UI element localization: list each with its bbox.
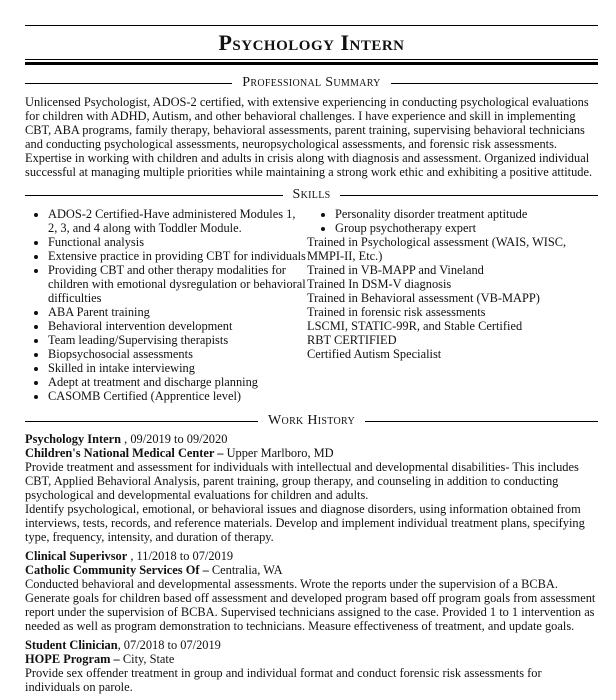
skill-item: • Team leading/Supervising therapists: [48, 333, 307, 347]
company-location: Centralia, WA: [208, 563, 283, 577]
skill-item: • CASOMB Certified (Apprentice level): [48, 389, 307, 403]
skill-item: • Personality disorder treatment aptitude: [335, 207, 598, 221]
skill-item: • Adept at treatment and discharge planning: [48, 375, 307, 389]
divider: [25, 59, 598, 60]
company-name: HOPE Program –: [25, 652, 120, 666]
skills-column-right: [307, 207, 598, 403]
job-description: Provide sex offender treatment in group and individual format and conduct forensic risk assessments for individuals on parole.: [25, 666, 542, 694]
job-title-line: [25, 549, 598, 563]
skill-item: • Behavioral intervention development: [48, 319, 307, 333]
job-entry: [25, 638, 598, 694]
summary-text: Unlicensed Psychologist, ADOS-2 certified, with extensive experiencing in conducting psychological evaluations for children with ADHD, Autism, and other behavioral challenges. I have experience and skill in implementing CBT, ABA programs, family therapy, behavioral assessments, parent training, supervising behavioral technicians and conducting psychological assessments, neuropsychological assessments, and forensic risk assessments. Expertise in working with children and adults in crisis along with diagnosis and assessment. Organized individual successful at managing multiple priorities while maintaining a strong work ethic and exhibiting a positive attitude.: [25, 95, 593, 179]
section-header-work: [25, 414, 598, 428]
skill-item: • Extensive practice in providing CBT for individuals: [48, 249, 307, 263]
skill-item: • Functional analysis: [48, 235, 307, 249]
skill-item: RBT CERTIFIED: [307, 333, 397, 347]
skill-item: • ABA Parent training: [48, 305, 307, 319]
company-line: [25, 563, 598, 577]
skill-item: Trained in forensic risk assessments: [307, 305, 486, 319]
skill-item: • Providing CBT and other therapy modalities for children with emotional dysregulation or behavioral difficulties: [48, 263, 307, 305]
job-title: Clinical Superivsor: [25, 549, 128, 563]
company-name: Children's National Medical Center –: [25, 446, 224, 460]
skill-item: LSCMI, STATIC-99R, and Stable Certified: [307, 319, 523, 333]
skills-column-left: [25, 207, 307, 403]
job-entry: [25, 549, 598, 633]
skill-item: Certified Autism Specialist: [307, 347, 442, 361]
company-location: City, State: [119, 652, 175, 666]
job-description: Conducted behavioral and developmental assessments. Wrote the reports under the supervision of a BCBA. Generate goals for children based off assessment and developed program based off program goals from assessment report under the supervision of BCBA. Supervised technicians assigned to the case. Provided 1 to 1 intervention as needed as well as program demonstration to technicians. Measure effectiveness of treatment, and update goals.: [25, 577, 596, 633]
page-title: Psychology Intern: [218, 30, 405, 55]
work-history: [25, 432, 598, 699]
section-header-summary: [25, 76, 598, 90]
job-entry: [25, 432, 598, 544]
section-title: Skills: [292, 187, 331, 202]
skill-item: • Group psychotherapy expert: [335, 221, 598, 235]
job-title: Psychology Intern: [25, 432, 122, 446]
divider: [25, 25, 598, 26]
job-dates: , 07/2018 to 07/2019: [117, 638, 221, 652]
company-line: [25, 652, 598, 666]
job-title: Student Clinician: [25, 638, 118, 652]
divider: [25, 62, 598, 65]
company-location: Upper Marlboro, MD: [223, 446, 334, 460]
job-title-line: [25, 432, 598, 446]
skill-item: • Skilled in intake interviewing: [48, 361, 307, 375]
skill-item: Trained in Behavioral assessment (VB-MAPP): [307, 291, 540, 305]
skill-item: Trained in VB-MAPP and Vineland: [307, 263, 484, 277]
company-line: [25, 446, 598, 460]
company-name: Catholic Community Services Of –: [25, 563, 209, 577]
job-dates: , 09/2019 to 09/2020: [121, 432, 228, 446]
skill-item: Trained In DSM-V diagnosis: [307, 277, 452, 291]
section-title: Work History: [268, 413, 355, 428]
section-header-skills: [25, 188, 598, 202]
job-dates: , 11/2018 to 07/2019: [127, 549, 234, 563]
job-description: Identify psychological, emotional, or behavioral issues and diagnose disorders, using information obtained from interviews, tests, records, and reference materials. Develop and implement individual treatment plans, specifying type, frequency, intensity, and duration of therapy.: [25, 502, 585, 544]
section-title: Professional Summary: [242, 75, 381, 90]
job-title-line: [25, 638, 598, 652]
skills-list: [25, 207, 598, 403]
skill-item: • ADOS-2 Certified-Have administered Modules 1, 2, 3, and 4 along with Toddler Module.: [48, 207, 307, 235]
skill-item: Trained in Psychological assessment (WAIS, WISC, MMPI-II, Etc.): [307, 235, 567, 263]
job-description: Provide treatment and assessment for individuals with intellectual and developmental disabilities- This includes CBT, Applied Behavioral Analysis, parent training, group therapy, and counseling in addition to conducting psychological and developmental evaluations for children and adults.: [25, 460, 579, 502]
skill-item: • Biopsychosocial assessments: [48, 347, 307, 361]
